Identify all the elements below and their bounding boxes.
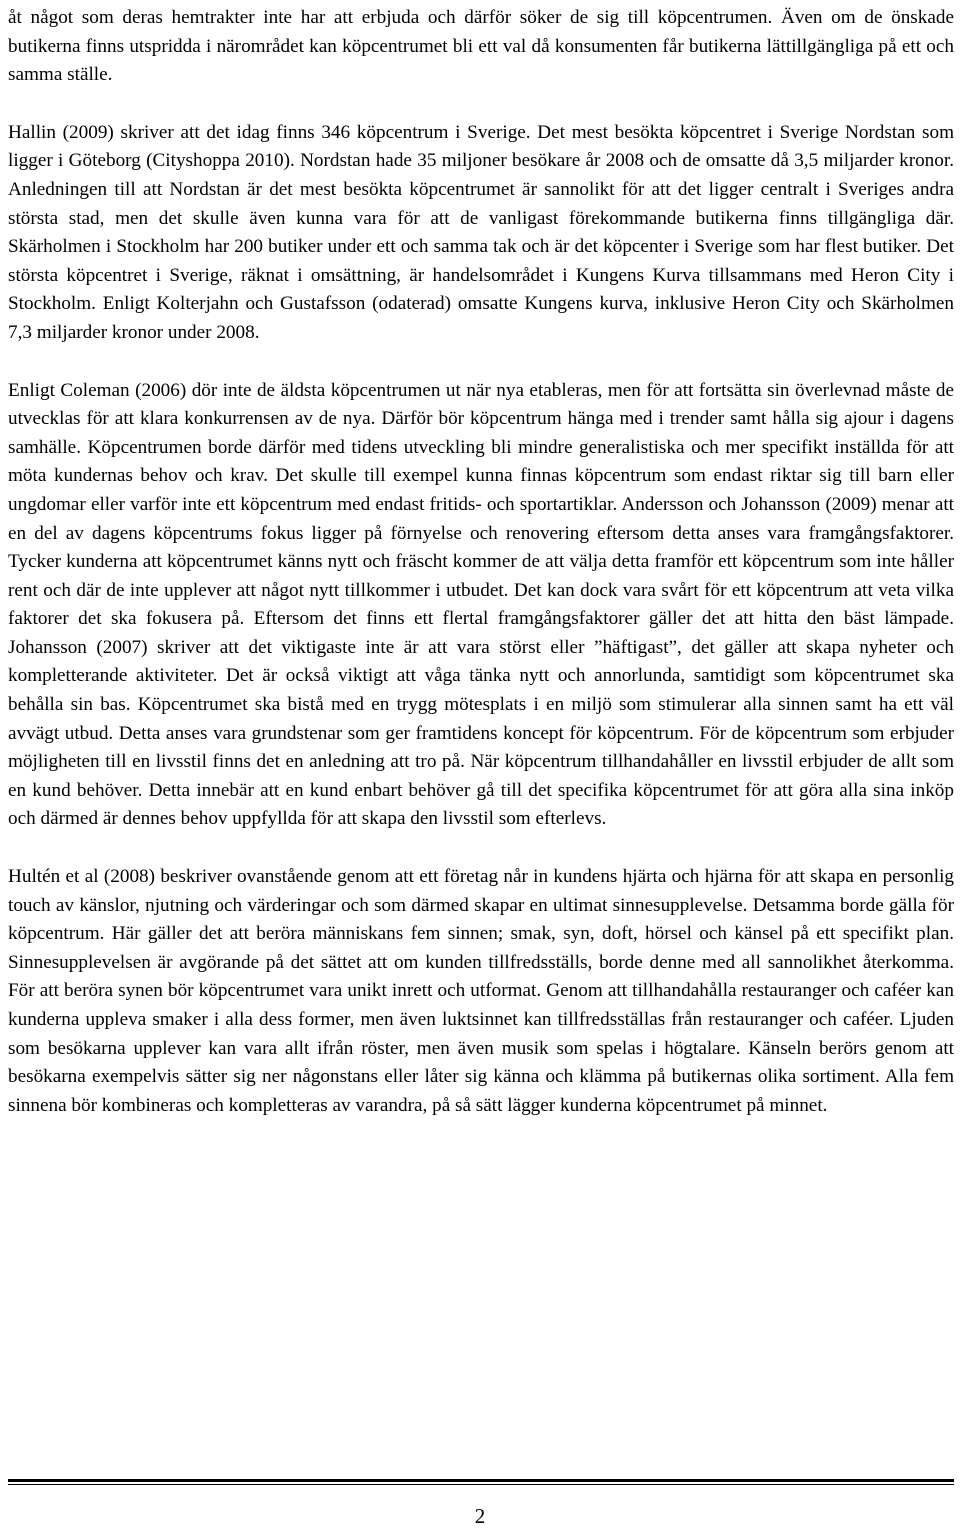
page-number: 2 xyxy=(474,1504,486,1528)
paragraph-coleman: Enligt Coleman (2006) dör inte de äldsta köpcentrumen ut när nya etableras, men för att fortsätta sin överlevnad måste de utvecklas för att klara konkurrensen av de nya. Därför bör köpcentrum hänga med i trender samt hålla sig ajour i dagens samhälle. Köpcentrumen borde därför med tidens utveckling bli mindre generalistiska och mer specifikt inställda för att möta kundernas behov och krav. Det skulle till exempel kunna finnas köpcentrum som endast riktar sig till barn eller ungdomar eller varför inte ett köpcentrum med endast fritids- och sportartiklar. Andersson och Johansson (2009) menar att en del av dagens köpcentrums fokus ligger på förnyelse och renovering eftersom detta anses vara framgångsfaktorer. Tycker kunderna att köpcentrumet känns nytt och fräscht kommer de att välja detta framför ett köpcentrum som inte håller rent och där de inte upplever att något nytt tillkommer i utbudet. Det kan dock vara svårt för ett köpcentrum att veta vilka faktorer det ska fokusera på. Eftersom det finns ett flertal framgångsfaktorer gäller det att hitta den bäst lämpade. Johansson (2007) skriver att det viktigaste inte är att vara störst eller ”häftigast”, det gäller att skapa nyheter och kompletterande aktiviteter. Det är också viktigt att våga tänka nytt och annorlunda, samtidigt som köpcentrumet ska behålla sin bas. Köpcentrumet ska bistå med en trygg mötesplats i en miljö som stimulerar alla sinnen samt ha ett väl avvägt utbud. Detta anses vara grundstenar som ger framtidens koncept för köpcentrum. För de köpcentrum som erbjuder möjligheten till en livsstil finns det en anledning att tro på. När köpcentrum tillhandahåller en livsstil erbjuder de allt som en kund behöver. Detta innebär att en kund enbart behöver gå till det specifika köpcentrumet för att göra alla sina inköp och därmed är dennes behov uppfyllda för att skapa den livsstil som efterlevs. xyxy=(8,379,954,830)
footer-divider-thin xyxy=(8,1484,954,1485)
paragraph-intro-continuation: åt något som deras hemtrakter inte har att erbjuda och därför söker de sig till köpcentrumen. Även om de önskade butikerna finns utspridda i närområdet kan köpcentrumet bli ett val då konsumenten får butikerna lättillgängliga på ett och samma ställe. xyxy=(8,7,954,86)
paragraph-hallin: Hallin (2009) skriver att det idag finns 346 köpcentrum i Sverige. Det mest besökta köpcentret i Sverige Nordstan som ligger i Göteborg (Cityshoppa 2010). Nordstan hade 35 miljoner besökare år 2008 och de omsatte då 3,5 miljarder kronor. Anledningen till att Nordstan är det mest besökta köpcentrumet är sannolikt för att det ligger centralt i Sveriges andra största stad, men det skulle även kunna vara för att de vanligast förekommande butikerna finns tillgängliga där. Skärholmen i Stockholm har 200 butiker under ett och samma tak och är det köpcenter i Sverige som har flest butiker. Det största köpcentret i Sverige, räknat i omsättning, är handelsområdet i Kungens Kurva tillsammans med Heron City i Stockholm. Enligt Kolterjahn och Gustafsson (odaterad) omsatte Kungens kurva, inklusive Heron City och Skärholmen 7,3 miljarder kronor under 2008. xyxy=(8,121,954,343)
document-body xyxy=(8,4,954,1120)
footer-divider-thick xyxy=(8,1479,954,1482)
paragraph-hulten: Hultén et al (2008) beskriver ovanstående genom att ett företag når in kundens hjärta och hjärna för att skapa en personlig touch av känslor, njutning och värderingar och som därmed skapar en ultimat sinnesupplevelse. Detsamma borde gälla för köpcentrum. Här gäller det att beröra människans fem sinnen; smak, syn, doft, hörsel och känsel på ett specifikt plan. Sinnesupplevelsen är avgörande på det sättet att om kunden tillfredsställs, borde denne med all sannolikhet återkomma. För att beröra synen bör köpcentrumet vara unikt inrett och utformat. Genom att tillhandahålla restauranger och caféer kan kunderna uppleva smaker i alla dess former, men även luktsinnet kan tillfredsställas från restauranger och caféer. Ljuden som besökarna upplever kan vara allt ifrån röster, men även musik som spelas i högtalare. Känseln berörs genom att besökarna exempelvis sätter sig ner någonstans eller låter sig känna och klämma på butikernas olika sortiment. Alla fem sinnena bör kombineras och kompletteras av varandra, på så sätt lägger kunderna köpcentrumet på minnet. xyxy=(8,866,954,1116)
